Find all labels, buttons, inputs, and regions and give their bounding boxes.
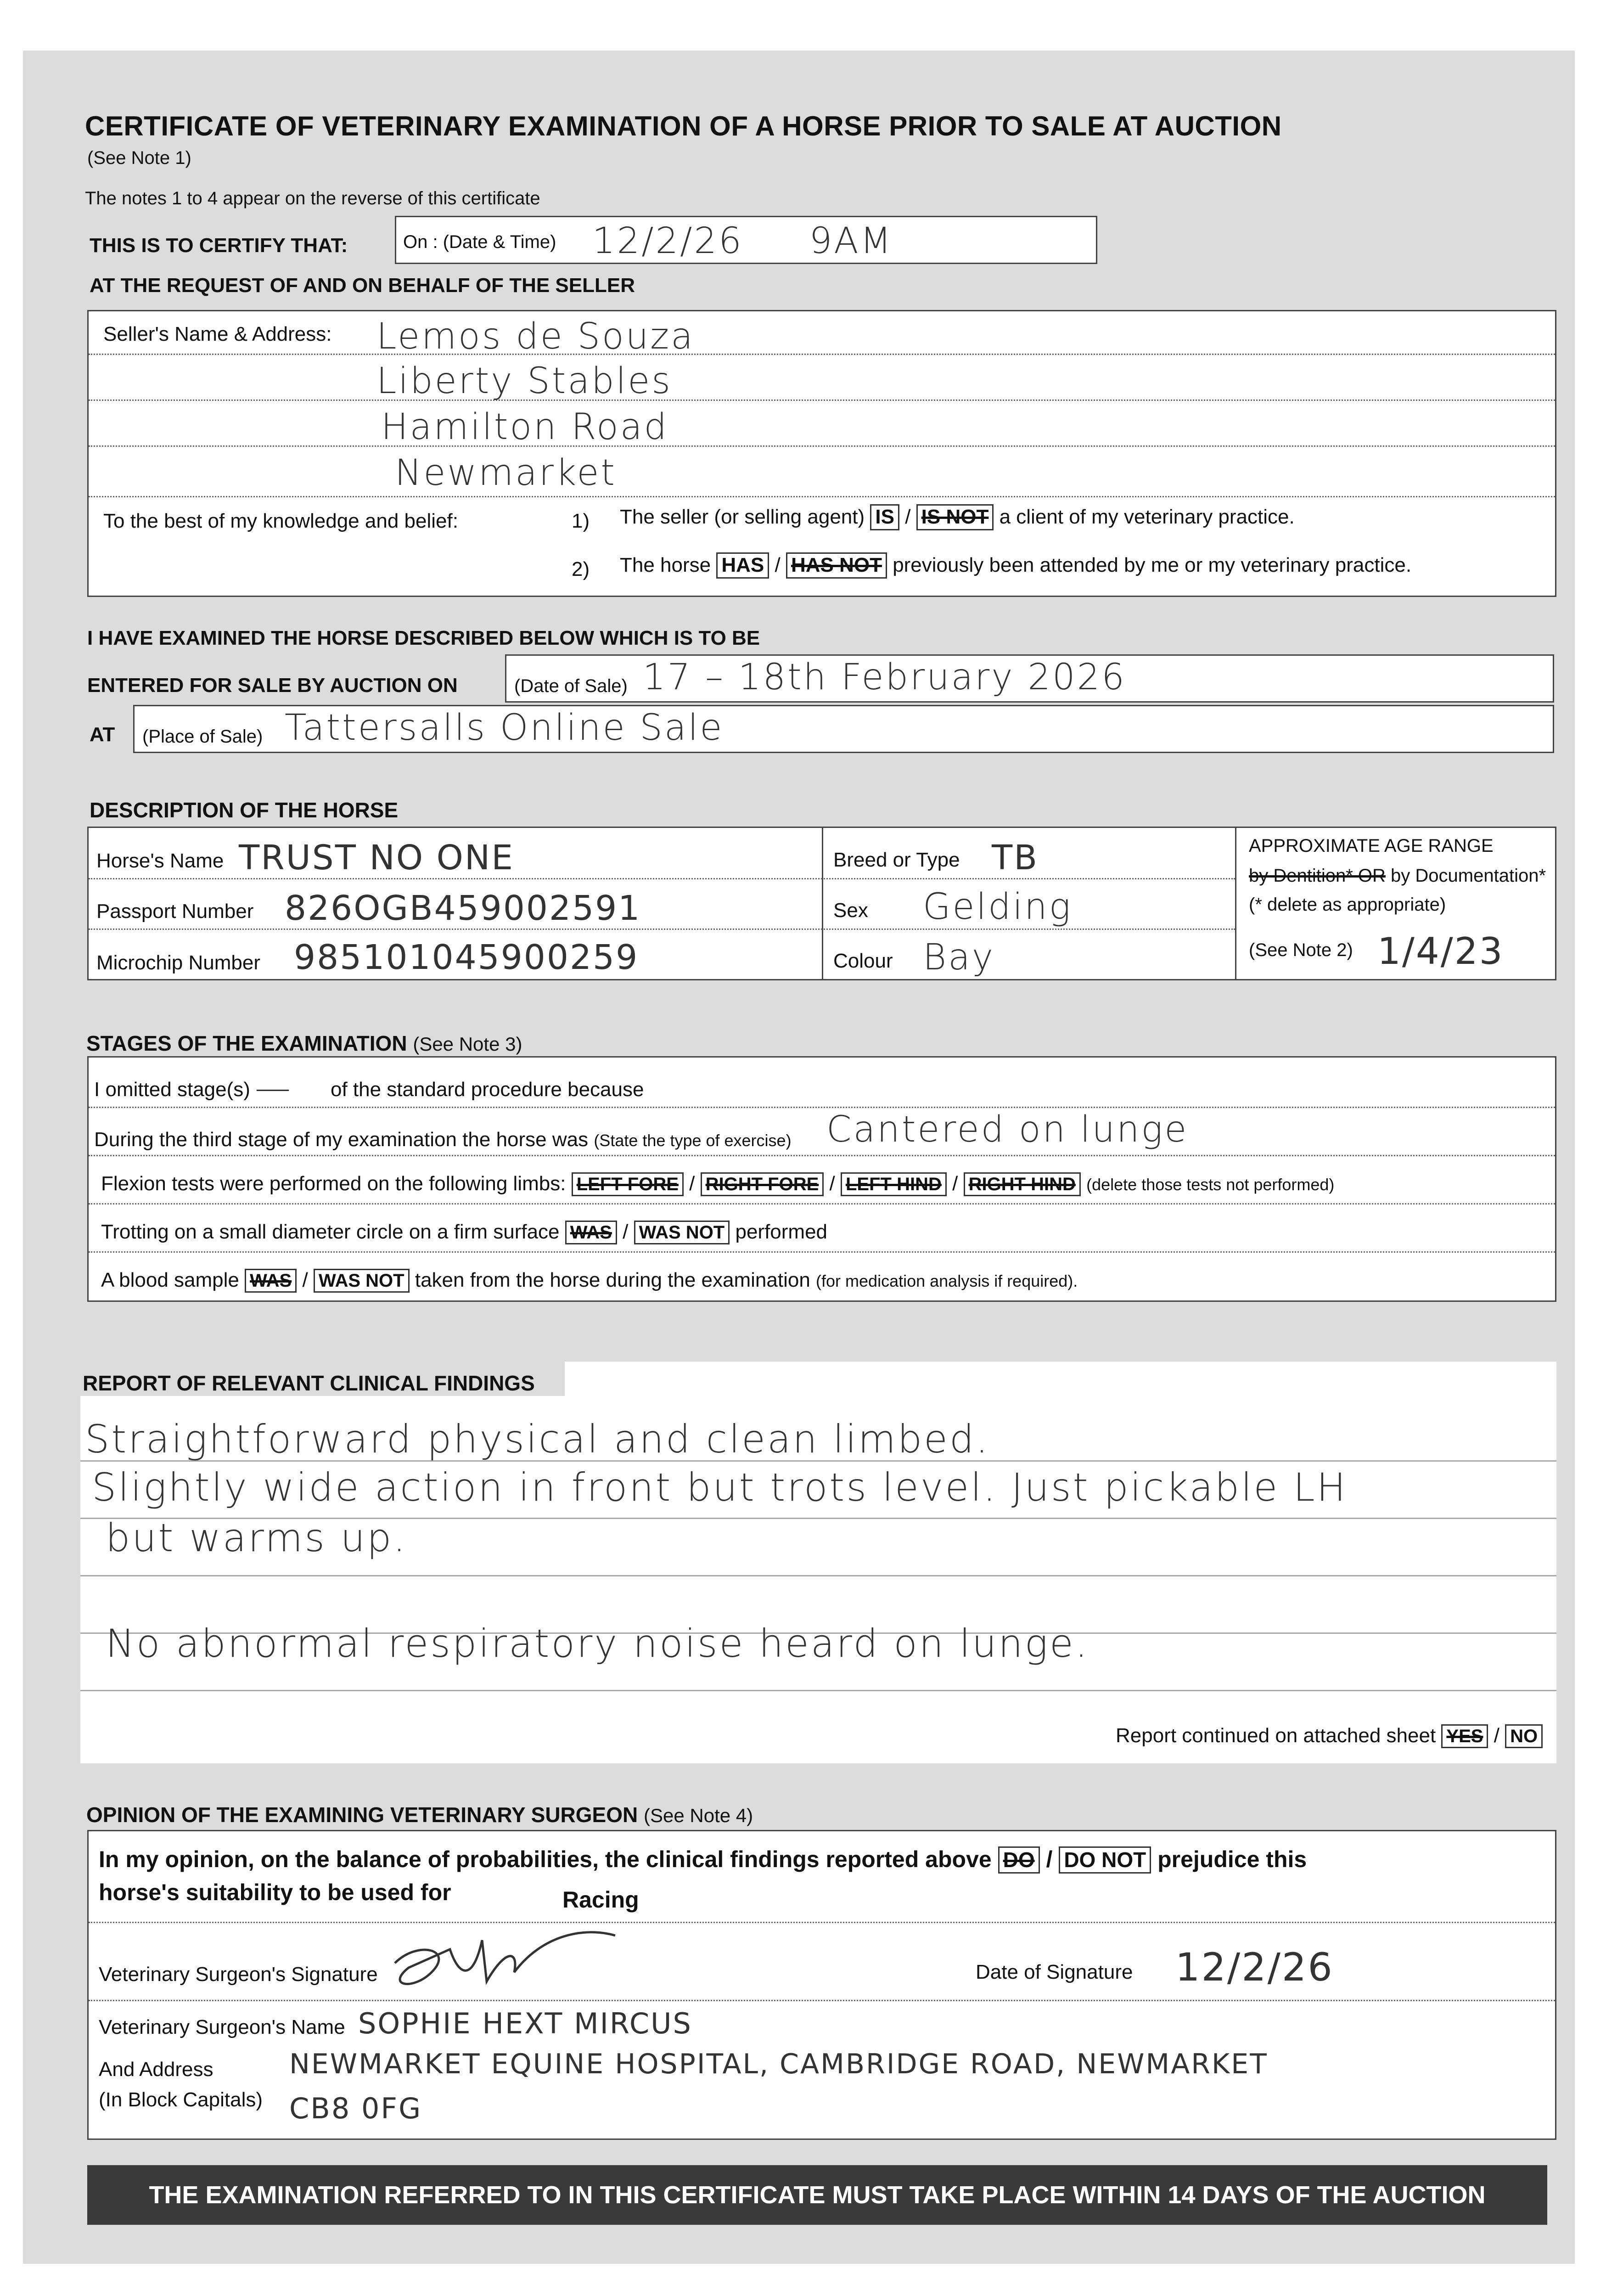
surgeon-address-line-2: CB8 0FG [289,2092,422,2125]
address-block-capitals-label: (In Block Capitals) [99,2088,263,2111]
colour-value: Bay [923,937,995,978]
client-status-suffix: a client of my veterinary practice. [999,506,1295,528]
breed-label: Breed or Type [833,849,960,871]
report-continued-line [1116,1724,1543,1748]
continued-no-option[interactable]: NO [1505,1724,1543,1748]
vet-signature [367,1922,624,2000]
surgeon-name-value: SOPHIE HEXT MIRCUS [358,2007,692,2040]
trotting-line [101,1221,827,1244]
attended-text: The horse [620,554,711,576]
report-header-blank [565,1362,1556,1398]
see-note-1: (See Note 1) [87,148,191,168]
omitted-stages-value: — [255,1068,292,1109]
omitted-because-text: of the standard procedure because [331,1078,644,1101]
passport-label: Passport Number [96,900,254,923]
exercise-type-value: Cantered on lunge [826,1109,1189,1150]
client-status-line [620,504,1295,530]
seller-name-label: Seller's Name & Address: [103,323,332,345]
opinion-do-option[interactable]: DO [998,1846,1040,1874]
stages-heading-text: STAGES OF THE EXAMINATION [86,1031,407,1055]
certify-label: THIS IS TO CERTIFY THAT: [90,234,348,257]
report-line-5: No abnormal respiratory noise heard on lunge. [106,1621,1089,1666]
age-method-line [1249,866,1546,886]
blood-sample-note: (for medication analysis if required). [816,1272,1078,1290]
horse-has-option[interactable]: HAS [716,552,769,579]
blood-sample-line [101,1269,1078,1293]
opinion-do-not-option[interactable]: DO NOT [1059,1846,1151,1874]
trotting-was-option[interactable]: WAS [565,1221,617,1244]
flexion-left-hind[interactable]: LEFT HIND [841,1172,947,1196]
place-of-sale-label: (Place of Sale) [142,726,263,747]
client-is-option[interactable]: IS [870,504,899,530]
sex-value: Gelding [923,886,1073,928]
opinion-heading-text: OPINION OF THE EXAMINING VETERINARY SURGEON [86,1803,638,1827]
omitted-stages-text: I omitted stage(s) [94,1078,250,1101]
age-range-heading: APPROXIMATE AGE RANGE [1249,836,1494,856]
at-label: AT [90,723,115,746]
horse-name-value: TRUST NO ONE [239,838,514,878]
stages-heading [86,1031,522,1056]
age-by-documentation[interactable]: by Documentation* [1391,866,1546,886]
date-of-sale-label: (Date of Sale) [514,676,628,696]
third-stage-line [94,1128,792,1151]
place-of-sale-value: Tattersalls Online Sale [285,707,724,748]
stages-heading-note: (See Note 3) [413,1033,522,1055]
request-heading: AT THE REQUEST OF AND ON BEHALF OF THE SELLER [90,274,635,297]
opinion-suitability-text: horse's suitability to be used for [99,1880,451,1905]
flexion-right-fore[interactable]: RIGHT FORE [701,1172,824,1196]
option-separator: / [689,1172,695,1195]
report-line-3: but warms up. [106,1515,407,1560]
horse-name-label: Horse's Name [96,850,224,872]
sale-heading: I HAVE EXAMINED THE HORSE DESCRIBED BELOW WHICH IS TO BE [87,627,760,649]
seller-name-line-1: Lemos de Souza [376,316,695,357]
colour-label: Colour [833,950,893,972]
date-of-signature-label: Date of Signature [976,1961,1133,1983]
option-separator: / [905,506,911,528]
flexion-note: (delete those tests not performed) [1086,1175,1335,1194]
certificate-title: CERTIFICATE OF VETERINARY EXAMINATION OF A HORSE PRIOR TO SALE AT AUCTION [85,111,1282,141]
trotting-suffix: performed [735,1221,828,1243]
date-of-sale-value: 17 – 18th February 2026 [643,657,1126,698]
age-delete-note: (* delete as appropriate) [1249,895,1446,915]
option-separator: / [829,1172,835,1195]
surgeon-address-line-1: NEWMARKET EQUINE HOSPITAL, CAMBRIDGE ROAD, NEWMARKET [289,2048,1268,2080]
option-separator: / [1046,1846,1053,1872]
intended-use-value: Racing [562,1887,639,1913]
option-separator: / [1494,1724,1499,1747]
age-value: 1/4/23 [1377,930,1504,973]
date-of-signature-value: 12/2/26 [1175,1945,1334,1990]
continued-yes-option[interactable]: YES [1441,1724,1488,1748]
report-heading: REPORT OF RELEVANT CLINICAL FINDINGS [83,1371,535,1395]
trotting-was-not-option[interactable]: WAS NOT [634,1221,730,1244]
description-heading: DESCRIPTION OF THE HORSE [90,798,399,822]
address-label: And Address [99,2058,213,2081]
third-stage-text: During the third stage of my examination the horse was [94,1128,589,1151]
attended-status-line [620,552,1411,579]
flexion-line [101,1172,1334,1196]
age-by-dentition[interactable]: by Dentition* OR [1249,866,1386,886]
seller-address-line-2: Liberty Stables [376,360,672,402]
microchip-number-value: 985101045900259 [294,938,639,977]
breed-value: TB [992,838,1039,878]
client-is-not-option[interactable]: IS NOT [916,504,994,530]
option-separator: / [623,1221,629,1243]
opinion-text: In my opinion, on the balance of probabilities, the clinical findings reported above [99,1846,992,1872]
third-stage-note: (State the type of exercise) [594,1131,792,1150]
report-continued-text: Report continued on attached sheet [1116,1724,1436,1747]
option-separator: / [302,1269,308,1291]
passport-number-value: 826OGB459002591 [285,889,641,928]
report-line-2: Slightly wide action in front but trots level. Just pickable LH [92,1465,1348,1510]
flexion-right-hind[interactable]: RIGHT HIND [964,1172,1081,1196]
attended-suffix: previously been attended by me or my veterinary practice. [893,554,1412,576]
microchip-label: Microchip Number [96,951,260,974]
signature-label: Veterinary Surgeon's Signature [99,1963,378,1986]
surgeon-name-label: Veterinary Surgeon's Name [99,2016,345,2038]
blood-sample-text: A blood sample [101,1269,239,1291]
age-see-note: (See Note 2) [1249,940,1353,960]
item-1-number: 1) [572,510,590,532]
horse-has-not-option[interactable]: HAS NOT [786,552,887,579]
on-date-time-label: On : (Date & Time) [403,232,556,252]
flexion-left-fore[interactable]: LEFT FORE [572,1172,684,1196]
knowledge-label: To the best of my knowledge and belief: [103,510,458,532]
client-status-text: The seller (or selling agent) [620,506,865,528]
notes-line: The notes 1 to 4 appear on the reverse of this certificate [85,188,540,208]
blood-sample-suffix: taken from the horse during the examination [415,1269,810,1291]
footer-banner: THE EXAMINATION REFERRED TO IN THIS CERTIFICATE MUST TAKE PLACE WITHIN 14 DAYS OF THE AUCTION [87,2165,1547,2225]
opinion-text-suffix: prejudice this [1157,1846,1307,1872]
trotting-text: Trotting on a small diameter circle on a firm surface [101,1221,560,1243]
opinion-heading-note: (See Note 4) [644,1805,753,1826]
blood-was-not-option[interactable]: WAS NOT [314,1269,410,1293]
seller-address-line-3: Hamilton Road [381,406,669,448]
blood-was-option[interactable]: WAS [245,1269,297,1293]
report-line-1: Straightforward physical and clean limbed. [85,1417,990,1462]
option-separator: / [775,554,781,576]
seller-address-line-4: Newmarket [395,452,617,494]
entered-label: ENTERED FOR SALE BY AUCTION ON [87,674,458,697]
exam-date-time: 12/2/26 9AM [592,220,893,262]
sex-label: Sex [833,899,868,922]
flexion-text: Flexion tests were performed on the following limbs: [101,1172,566,1195]
item-2-number: 2) [572,558,590,580]
opinion-heading [86,1802,753,1827]
option-separator: / [952,1172,958,1195]
opinion-statement [99,1846,1307,1874]
